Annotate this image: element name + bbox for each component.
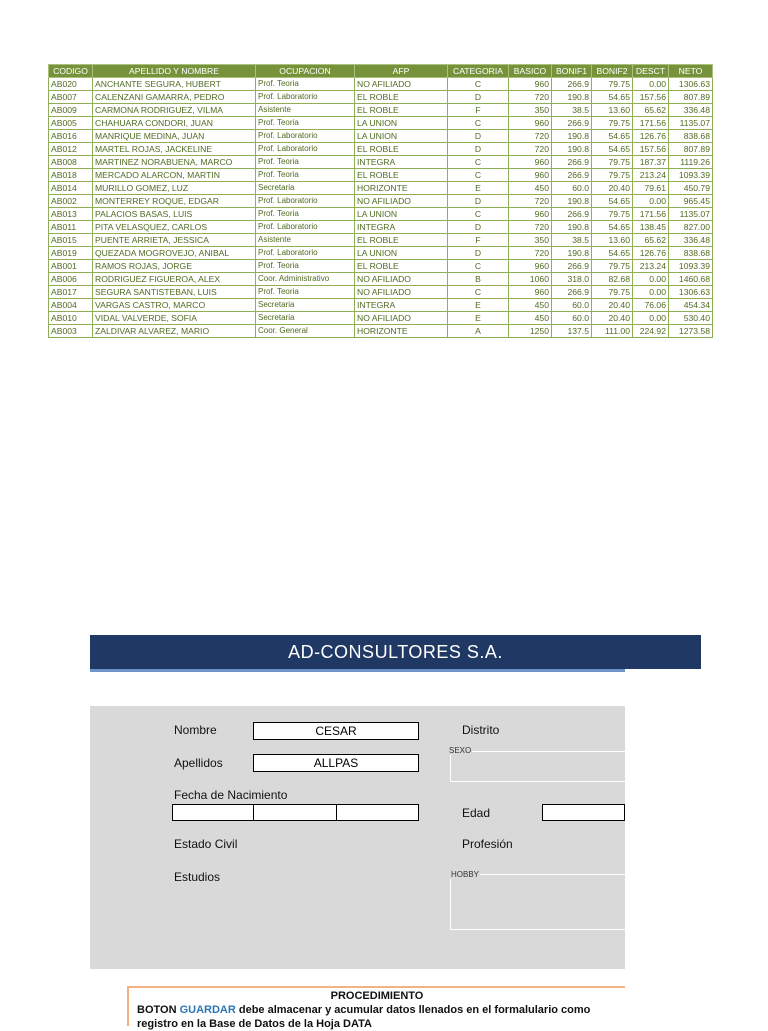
cell-afp[interactable]: NO AFILIADO xyxy=(355,78,448,91)
cell-desct[interactable]: 126.76 xyxy=(633,247,669,260)
cell-ocupacion[interactable]: Coor. General xyxy=(256,325,355,338)
cell-afp[interactable]: EL ROBLE xyxy=(355,104,448,117)
cell-afp[interactable]: LA UNION xyxy=(355,247,448,260)
cell-bonif1[interactable]: 318.0 xyxy=(552,273,592,286)
cell-desct[interactable]: 0.00 xyxy=(633,273,669,286)
cell-desct[interactable]: 0.00 xyxy=(633,312,669,325)
cell-basico[interactable]: 350 xyxy=(509,234,552,247)
cell-ocupacion[interactable]: Secretaria xyxy=(256,312,355,325)
fecha-nacimiento-label: Fecha de Nacimiento xyxy=(174,788,288,802)
cell-ocupacion[interactable]: Coor. Administrativo xyxy=(256,273,355,286)
cell-afp[interactable]: LA UNION xyxy=(355,130,448,143)
cell-neto[interactable]: 1135.07 xyxy=(669,117,713,130)
cell-bonif2[interactable]: 20.40 xyxy=(592,299,633,312)
cell-categoria[interactable]: E xyxy=(448,312,509,325)
procedimiento-body: debe almacenar y acumular datos llenados en el formalulario como xyxy=(235,1004,591,1016)
cell-categoria[interactable]: D xyxy=(448,130,509,143)
cell-categoria[interactable]: D xyxy=(448,247,509,260)
cell-apellido-nombre[interactable]: MANRIQUE MEDINA, JUAN xyxy=(93,130,256,143)
cell-apellido-nombre[interactable]: VARGAS CASTRO, MARCO xyxy=(93,299,256,312)
cell-bonif2[interactable]: 54.65 xyxy=(592,247,633,260)
cell-ocupacion[interactable]: Secretaria xyxy=(256,182,355,195)
cell-bonif2[interactable]: 13.60 xyxy=(592,234,633,247)
table-row[interactable] xyxy=(49,78,713,91)
cell-categoria[interactable]: C xyxy=(448,156,509,169)
edad-label: Edad xyxy=(462,806,491,820)
table-row[interactable] xyxy=(49,117,713,130)
cell-bonif1[interactable]: 190.8 xyxy=(552,247,592,260)
cell-basico[interactable]: 350 xyxy=(509,104,552,117)
cell-bonif1[interactable]: 60.0 xyxy=(552,312,592,325)
cell-bonif2[interactable]: 82.68 xyxy=(592,273,633,286)
procedimiento-line2: registro en la Base de Datos de la Hoja DATA xyxy=(137,1018,372,1030)
cell-bonif2[interactable]: 54.65 xyxy=(592,195,633,208)
cell-categoria[interactable]: C xyxy=(448,117,509,130)
cell-categoria[interactable]: D xyxy=(448,143,509,156)
cell-codigo[interactable]: AB001 xyxy=(49,260,93,273)
cell-codigo[interactable]: AB018 xyxy=(49,169,93,182)
cell-neto[interactable]: 1273.58 xyxy=(669,325,713,338)
cell-ocupacion[interactable]: Prof. Laboratorio xyxy=(256,91,355,104)
cell-bonif2[interactable]: 79.75 xyxy=(592,286,633,299)
cell-bonif2[interactable]: 54.65 xyxy=(592,130,633,143)
cell-desct[interactable]: 157.56 xyxy=(633,143,669,156)
cell-apellido-nombre[interactable]: MURILLO GOMEZ, LUZ xyxy=(93,182,256,195)
cell-basico[interactable]: 450 xyxy=(509,299,552,312)
cell-neto[interactable]: 807.89 xyxy=(669,143,713,156)
cell-afp[interactable]: EL ROBLE xyxy=(355,234,448,247)
cell-basico[interactable]: 1060 xyxy=(509,273,552,286)
cell-bonif2[interactable]: 79.75 xyxy=(592,169,633,182)
cell-neto[interactable]: 454.34 xyxy=(669,299,713,312)
cell-bonif2[interactable]: 79.75 xyxy=(592,156,633,169)
cell-basico[interactable]: 720 xyxy=(509,143,552,156)
table-row[interactable] xyxy=(49,221,713,234)
cell-neto[interactable]: 530.40 xyxy=(669,312,713,325)
cell-afp[interactable]: EL ROBLE xyxy=(355,143,448,156)
cell-bonif1[interactable]: 190.8 xyxy=(552,91,592,104)
cell-bonif2[interactable]: 79.75 xyxy=(592,78,633,91)
procedimiento-prefix: BOTON xyxy=(137,1004,180,1016)
header-codigo[interactable]: CODIGO xyxy=(49,65,93,78)
cell-basico[interactable]: 960 xyxy=(509,117,552,130)
cell-desct[interactable]: 224.92 xyxy=(633,325,669,338)
cell-bonif1[interactable]: 38.5 xyxy=(552,234,592,247)
distrito-label: Distrito xyxy=(462,723,500,737)
cell-ocupacion[interactable]: Prof. Laboratorio xyxy=(256,221,355,234)
cell-ocupacion[interactable]: Prof. Teoria xyxy=(256,156,355,169)
table-row[interactable] xyxy=(49,247,713,260)
cell-basico[interactable]: 960 xyxy=(509,208,552,221)
estudios-label: Estudios xyxy=(174,870,221,884)
cell-neto[interactable]: 1306.63 xyxy=(669,286,713,299)
cell-afp[interactable]: EL ROBLE xyxy=(355,169,448,182)
cell-bonif1[interactable]: 266.9 xyxy=(552,156,592,169)
cell-categoria[interactable]: E xyxy=(448,299,509,312)
cell-bonif2[interactable]: 13.60 xyxy=(592,104,633,117)
table-row[interactable] xyxy=(49,234,713,247)
cell-categoria[interactable]: D xyxy=(448,195,509,208)
hobby-group[interactable] xyxy=(450,874,626,930)
table-row[interactable] xyxy=(49,273,713,286)
cell-codigo[interactable]: AB006 xyxy=(49,273,93,286)
table-row[interactable] xyxy=(49,325,713,338)
cell-codigo[interactable]: AB013 xyxy=(49,208,93,221)
cell-ocupacion[interactable]: Prof. Teoria xyxy=(256,117,355,130)
cell-bonif1[interactable]: 266.9 xyxy=(552,78,592,91)
header-bonif2[interactable]: BONIF2 xyxy=(592,65,633,78)
header-apellido-nombre[interactable]: APELLIDO Y NOMBRE xyxy=(93,65,256,78)
cell-apellido-nombre[interactable]: RODRIGUEZ FIGUEROA, ALEX xyxy=(93,273,256,286)
sexo-group[interactable] xyxy=(450,751,626,782)
cell-neto[interactable]: 336.48 xyxy=(669,104,713,117)
cell-ocupacion[interactable]: Prof. Laboratorio xyxy=(256,247,355,260)
cell-basico[interactable]: 960 xyxy=(509,260,552,273)
cell-bonif1[interactable]: 190.8 xyxy=(552,221,592,234)
cell-categoria[interactable]: F xyxy=(448,234,509,247)
cell-bonif1[interactable]: 266.9 xyxy=(552,260,592,273)
cell-bonif1[interactable]: 266.9 xyxy=(552,208,592,221)
cell-basico[interactable]: 720 xyxy=(509,247,552,260)
cell-afp[interactable]: NO AFILIADO xyxy=(355,312,448,325)
cell-basico[interactable]: 1250 xyxy=(509,325,552,338)
cell-codigo[interactable]: AB008 xyxy=(49,156,93,169)
cell-codigo[interactable]: AB016 xyxy=(49,130,93,143)
cell-codigo[interactable]: AB011 xyxy=(49,221,93,234)
cell-bonif2[interactable]: 111.00 xyxy=(592,325,633,338)
table-row[interactable] xyxy=(49,143,713,156)
cell-codigo[interactable]: AB019 xyxy=(49,247,93,260)
cell-basico[interactable]: 720 xyxy=(509,130,552,143)
employee-table xyxy=(48,64,713,338)
cell-desct[interactable]: 213.24 xyxy=(633,260,669,273)
header-ocupacion[interactable]: OCUPACION xyxy=(256,65,355,78)
edad-field[interactable] xyxy=(542,804,625,821)
cell-apellido-nombre[interactable]: VIDAL VALVERDE, SOFIA xyxy=(93,312,256,325)
cell-desct[interactable]: 65.62 xyxy=(633,234,669,247)
hobby-group-label: HOBBY xyxy=(451,870,480,879)
cell-afp[interactable]: EL ROBLE xyxy=(355,260,448,273)
cell-ocupacion[interactable]: Prof. Teoria xyxy=(256,208,355,221)
cell-afp[interactable]: EL ROBLE xyxy=(355,91,448,104)
nombre-field[interactable]: CESAR xyxy=(253,722,419,740)
cell-codigo[interactable]: AB003 xyxy=(49,325,93,338)
cell-desct[interactable]: 187.37 xyxy=(633,156,669,169)
cell-desct[interactable]: 171.56 xyxy=(633,208,669,221)
header-desct[interactable]: DESCT xyxy=(633,65,669,78)
cell-desct[interactable]: 138.45 xyxy=(633,221,669,234)
cell-bonif2[interactable]: 20.40 xyxy=(592,312,633,325)
cell-codigo[interactable]: AB005 xyxy=(49,117,93,130)
cell-basico[interactable]: 960 xyxy=(509,156,552,169)
cell-bonif1[interactable]: 266.9 xyxy=(552,169,592,182)
cell-categoria[interactable]: F xyxy=(448,104,509,117)
cell-apellido-nombre[interactable]: PALACIOS BASAS, LUIS xyxy=(93,208,256,221)
cell-categoria[interactable]: C xyxy=(448,78,509,91)
table-row[interactable] xyxy=(49,91,713,104)
cell-neto[interactable]: 1093.39 xyxy=(669,260,713,273)
cell-desct[interactable]: 0.00 xyxy=(633,195,669,208)
cell-categoria[interactable]: D xyxy=(448,91,509,104)
cell-neto[interactable]: 827.00 xyxy=(669,221,713,234)
cell-bonif2[interactable]: 79.75 xyxy=(592,208,633,221)
cell-apellido-nombre[interactable]: MARTEL ROJAS, JACKELINE xyxy=(93,143,256,156)
table-row[interactable] xyxy=(49,260,713,273)
table-row[interactable] xyxy=(49,208,713,221)
cell-basico[interactable]: 960 xyxy=(509,78,552,91)
cell-codigo[interactable]: AB007 xyxy=(49,91,93,104)
cell-apellido-nombre[interactable]: PITA VELASQUEZ, CARLOS xyxy=(93,221,256,234)
cell-afp[interactable]: INTEGRA xyxy=(355,156,448,169)
guardar-keyword: GUARDAR xyxy=(179,1004,236,1016)
sexo-group-label: SEXO xyxy=(449,746,472,755)
header-neto[interactable]: NETO xyxy=(669,65,713,78)
cell-desct[interactable]: 126.76 xyxy=(633,130,669,143)
procedimiento-box xyxy=(127,986,625,1030)
estado-civil-label: Estado Civil xyxy=(174,837,238,851)
cell-desct[interactable]: 79.61 xyxy=(633,182,669,195)
cell-neto[interactable]: 1135.07 xyxy=(669,208,713,221)
cell-codigo[interactable]: AB012 xyxy=(49,143,93,156)
cell-apellido-nombre[interactable]: MARTINEZ NORABUENA, MARCO xyxy=(93,156,256,169)
cell-neto[interactable]: 450.79 xyxy=(669,182,713,195)
cell-codigo[interactable]: AB015 xyxy=(49,234,93,247)
table-row[interactable] xyxy=(49,104,713,117)
cell-codigo[interactable]: AB010 xyxy=(49,312,93,325)
cell-ocupacion[interactable]: Asistente xyxy=(256,234,355,247)
cell-bonif1[interactable]: 190.8 xyxy=(552,130,592,143)
cell-bonif2[interactable]: 54.65 xyxy=(592,221,633,234)
cell-bonif1[interactable]: 60.0 xyxy=(552,182,592,195)
cell-apellido-nombre[interactable]: QUEZADA MOGROVEJO, ANIBAL xyxy=(93,247,256,260)
cell-basico[interactable]: 960 xyxy=(509,169,552,182)
cell-ocupacion[interactable]: Prof. Laboratorio xyxy=(256,143,355,156)
cell-afp[interactable]: NO AFILIADO xyxy=(355,195,448,208)
table-row[interactable] xyxy=(49,195,713,208)
cell-desct[interactable]: 0.00 xyxy=(633,78,669,91)
cell-neto[interactable]: 1119.26 xyxy=(669,156,713,169)
cell-ocupacion[interactable]: Prof. Teoria xyxy=(256,169,355,182)
cell-neto[interactable]: 1460.68 xyxy=(669,273,713,286)
cell-basico[interactable]: 720 xyxy=(509,221,552,234)
cell-neto[interactable]: 965.45 xyxy=(669,195,713,208)
cell-codigo[interactable]: AB002 xyxy=(49,195,93,208)
cell-ocupacion[interactable]: Secretaria xyxy=(256,299,355,312)
cell-apellido-nombre[interactable]: ANCHANTE SEGURA, HUBERT xyxy=(93,78,256,91)
cell-ocupacion[interactable]: Prof. Laboratorio xyxy=(256,130,355,143)
cell-bonif1[interactable]: 266.9 xyxy=(552,286,592,299)
cell-neto[interactable]: 838.68 xyxy=(669,130,713,143)
header-bonif1[interactable]: BONIF1 xyxy=(552,65,592,78)
apellidos-field[interactable]: ALLPAS xyxy=(253,754,419,772)
cell-bonif2[interactable]: 54.65 xyxy=(592,143,633,156)
procedimiento-text xyxy=(137,1003,627,1031)
cell-afp[interactable]: LA UNION xyxy=(355,208,448,221)
cell-ocupacion[interactable]: Asistente xyxy=(256,104,355,117)
cell-ocupacion[interactable]: Prof. Teoria xyxy=(256,78,355,91)
cell-afp[interactable]: NO AFILIADO xyxy=(355,286,448,299)
cell-categoria[interactable]: D xyxy=(448,221,509,234)
header-afp[interactable]: AFP xyxy=(355,65,448,78)
cell-categoria[interactable]: B xyxy=(448,273,509,286)
cell-apellido-nombre[interactable]: CARMONA RODRIGUEZ, VILMA xyxy=(93,104,256,117)
cell-codigo[interactable]: AB009 xyxy=(49,104,93,117)
nombre-label: Nombre xyxy=(174,723,217,737)
cell-ocupacion[interactable]: Prof. Laboratorio xyxy=(256,195,355,208)
cell-basico[interactable]: 960 xyxy=(509,286,552,299)
cell-apellido-nombre[interactable]: CHAHUARA CONDORI, JUAN xyxy=(93,117,256,130)
cell-codigo[interactable]: AB020 xyxy=(49,78,93,91)
cell-basico[interactable]: 720 xyxy=(509,91,552,104)
cell-desct[interactable]: 76.06 xyxy=(633,299,669,312)
banner-underline xyxy=(90,669,625,672)
procedimiento-title: PROCEDIMIENTO xyxy=(330,990,424,1002)
cell-apellido-nombre[interactable]: RAMOS ROJAS, JORGE xyxy=(93,260,256,273)
table-row[interactable] xyxy=(49,156,713,169)
cell-apellido-nombre[interactable]: MONTERREY ROQUE, EDGAR xyxy=(93,195,256,208)
cell-neto[interactable]: 336.48 xyxy=(669,234,713,247)
profesion-label: Profesión xyxy=(462,837,513,851)
cell-ocupacion[interactable]: Prof. Teoria xyxy=(256,260,355,273)
cell-categoria[interactable]: C xyxy=(448,208,509,221)
cell-afp[interactable]: HORIZONTE xyxy=(355,182,448,195)
cell-afp[interactable]: NO AFILIADO xyxy=(355,273,448,286)
cell-categoria[interactable]: C xyxy=(448,169,509,182)
cell-bonif1[interactable]: 60.0 xyxy=(552,299,592,312)
cell-apellido-nombre[interactable]: SEGURA SANTISTEBAN, LUIS xyxy=(93,286,256,299)
cell-afp[interactable]: INTEGRA xyxy=(355,221,448,234)
cell-basico[interactable]: 450 xyxy=(509,182,552,195)
table-row[interactable] xyxy=(49,286,713,299)
cell-categoria[interactable]: A xyxy=(448,325,509,338)
cell-basico[interactable]: 450 xyxy=(509,312,552,325)
fecha-dia-field[interactable] xyxy=(172,804,254,821)
header-categoria[interactable]: CATEGORIA xyxy=(448,65,509,78)
form-title-banner: AD-CONSULTORES S.A. xyxy=(90,635,701,669)
fecha-mes-field[interactable] xyxy=(253,804,337,821)
cell-desct[interactable]: 171.56 xyxy=(633,117,669,130)
cell-neto[interactable]: 1306.63 xyxy=(669,78,713,91)
cell-desct[interactable]: 65.62 xyxy=(633,104,669,117)
cell-bonif2[interactable]: 79.75 xyxy=(592,260,633,273)
cell-bonif1[interactable]: 190.8 xyxy=(552,143,592,156)
table-row[interactable] xyxy=(49,130,713,143)
cell-afp[interactable]: LA UNION xyxy=(355,117,448,130)
cell-apellido-nombre[interactable]: ZALDIVAR ALVAREZ, MARIO xyxy=(93,325,256,338)
cell-desct[interactable]: 0.00 xyxy=(633,286,669,299)
cell-bonif2[interactable]: 79.75 xyxy=(592,117,633,130)
table-row[interactable] xyxy=(49,299,713,312)
fecha-anio-field[interactable] xyxy=(336,804,419,821)
cell-categoria[interactable]: E xyxy=(448,182,509,195)
cell-bonif1[interactable]: 266.9 xyxy=(552,117,592,130)
cell-neto[interactable]: 1093.39 xyxy=(669,169,713,182)
cell-bonif2[interactable]: 20.40 xyxy=(592,182,633,195)
header-basico[interactable]: BASICO xyxy=(509,65,552,78)
cell-bonif1[interactable]: 137.5 xyxy=(552,325,592,338)
cell-desct[interactable]: 213.24 xyxy=(633,169,669,182)
cell-ocupacion[interactable]: Prof. Teoria xyxy=(256,286,355,299)
cell-bonif2[interactable]: 54.65 xyxy=(592,91,633,104)
cell-apellido-nombre[interactable]: MERCADO ALARCON, MARTIN xyxy=(93,169,256,182)
apellidos-label: Apellidos xyxy=(174,756,223,770)
cell-bonif1[interactable]: 38.5 xyxy=(552,104,592,117)
cell-codigo[interactable]: AB014 xyxy=(49,182,93,195)
cell-apellido-nombre[interactable]: PUENTE ARRIETA, JESSICA xyxy=(93,234,256,247)
cell-categoria[interactable]: C xyxy=(448,260,509,273)
form-panel xyxy=(90,706,625,969)
cell-afp[interactable]: HORIZONTE xyxy=(355,325,448,338)
table-row[interactable] xyxy=(49,169,713,182)
cell-codigo[interactable]: AB017 xyxy=(49,286,93,299)
table-header-row xyxy=(49,65,713,78)
cell-desct[interactable]: 157.56 xyxy=(633,91,669,104)
cell-basico[interactable]: 720 xyxy=(509,195,552,208)
table-row[interactable] xyxy=(49,182,713,195)
cell-neto[interactable]: 807.89 xyxy=(669,91,713,104)
cell-apellido-nombre[interactable]: CALENZANI GAMARRA, PEDRO xyxy=(93,91,256,104)
cell-codigo[interactable]: AB004 xyxy=(49,299,93,312)
cell-neto[interactable]: 838.68 xyxy=(669,247,713,260)
cell-categoria[interactable]: C xyxy=(448,286,509,299)
cell-bonif1[interactable]: 190.8 xyxy=(552,195,592,208)
table-row[interactable] xyxy=(49,312,713,325)
cell-afp[interactable]: INTEGRA xyxy=(355,299,448,312)
